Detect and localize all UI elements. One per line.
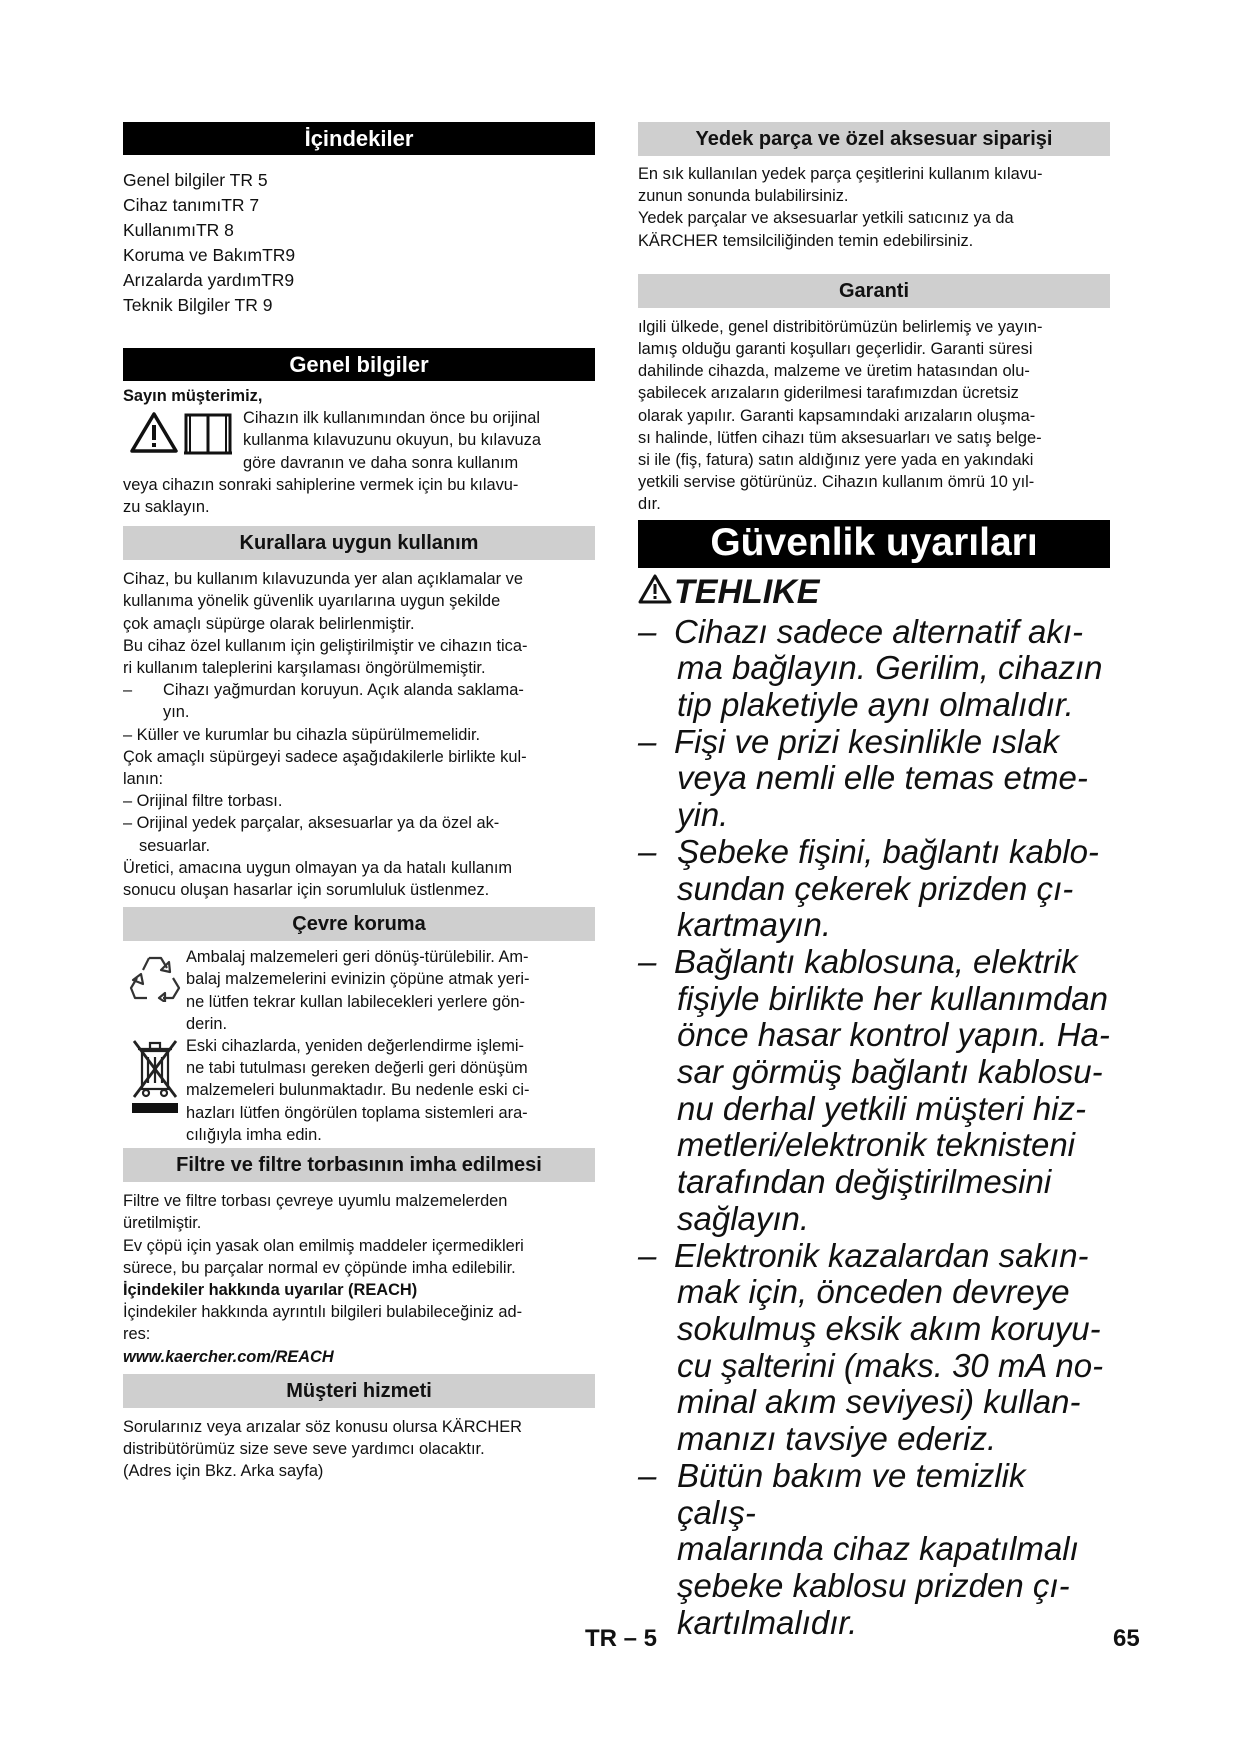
warranty-body (638, 316, 1110, 516)
page-number: 65 (1113, 1625, 1140, 1652)
body-line: KÄRCHER temsilciliğinden temin edebilirsiniz. (638, 231, 974, 250)
dash-mark: – (123, 681, 133, 700)
customer-heading: Müşteri hizmeti (123, 1374, 595, 1408)
proper-use-body (123, 568, 595, 901)
body-line: ne tabi tutulması gereken değerli geri dönüşüm (186, 1059, 528, 1078)
recycle-icon-box (123, 946, 186, 1007)
safety-line: Elektronik kazalardan sakın- (674, 1236, 1089, 1274)
danger-label (638, 570, 1110, 614)
body-line: – Küller ve kurumlar bu cihazla süpürülmemelidir. (123, 725, 481, 744)
environment-heading: Çevre koruma (123, 907, 595, 941)
intro-line: göre davranın ve daha sonra kullanım (243, 453, 519, 472)
body-line: lanın: (123, 770, 164, 789)
safety-line: önce hasar kontrol yapın. Ha- (677, 1016, 1110, 1054)
safety-line: kartmayın. (677, 906, 832, 944)
body-line: Yedek parçalar ve aksesuarlar yetkili satıcınız ya da (638, 209, 1014, 228)
body-line: distribütörümüz size seve seve yardımcı olacaktır. (123, 1439, 485, 1458)
safety-line: kartılmalıdır. (677, 1603, 858, 1641)
safety-line: sundan çekerek prizden çı- (677, 869, 1074, 907)
body-line: balaj malzemelerini evinizin çöpüne atmak yeri- (186, 970, 530, 989)
safety-line: sağlayın. (677, 1199, 810, 1237)
body-line: hazları lütfen öngörülen toplama sistemleri ara- (186, 1103, 528, 1122)
body-line: – Orijinal filtre torbası. (123, 792, 283, 811)
safety-line: yin. (677, 796, 729, 834)
safety-line: ma bağlayın. Gerilim, cihazın (677, 649, 1103, 687)
dash-mark: – (638, 942, 657, 980)
greeting: Sayın müşterimiz, (123, 387, 263, 405)
body-line: ılgili ülkede, genel distribitörümüzün belirlemiş ve yayın- (638, 317, 1043, 336)
body-line: Filtre ve filtre torbası çevreye uyumlu malzemelerden (123, 1192, 508, 1211)
body-line: lamış olduğu garanti koşulları geçerlidir. Garanti süresi (638, 340, 1033, 359)
body-line: Üretici, amacına uygun olmayan ya da hatalı kullanım (123, 858, 513, 877)
intro-line: veya cihazın sonraki sahiplerine vermek için bu kılavu- (123, 475, 519, 494)
body-line: zunun sonunda bulabilirsiniz. (638, 187, 849, 206)
general-heading: Genel bilgiler (123, 348, 595, 381)
weee-icon-box (123, 1035, 186, 1122)
body-line: üretilmiştir. (123, 1214, 202, 1233)
toc-item[interactable]: Cihaz tanımıTR 7 (123, 195, 260, 215)
dash-item (123, 679, 595, 723)
safety-line: malarında cihaz kapatılmalı (677, 1530, 1079, 1568)
reach-link[interactable]: www.kaercher.com/REACH (123, 1347, 334, 1366)
intro-line: Cihazın ilk kullanımından önce bu orijinal (243, 409, 541, 428)
danger-title: TEHLIKE (674, 572, 820, 611)
manual-book-icon (182, 411, 234, 462)
body-line: res: (123, 1325, 151, 1344)
toc-item[interactable]: Koruma ve BakımTR9 (123, 245, 296, 265)
body-line: dır. (638, 495, 661, 514)
customer-body (123, 1416, 595, 1483)
body-line: dahilinde cihazda, malzeme ve üretim hatasından olu- (638, 362, 1030, 381)
toc-item[interactable]: Genel bilgiler TR 5 (123, 170, 268, 190)
weee-text (186, 1035, 529, 1146)
warning-triangle-icon (130, 411, 178, 458)
safety-line: tip plaketiyle aynı olmalıdır. (677, 686, 1074, 724)
intro-line: zu saklayın. (123, 498, 210, 517)
body-line: En sık kullanılan yedek parça çeşitlerini kullanım kılavu- (638, 165, 1043, 183)
safety-line: Bütün bakım ve temizlik çalış- (677, 1456, 1026, 1531)
footer-section-label: TR – 5 (585, 1625, 658, 1652)
body-line: malzemeleri bulunmaktadır. Bu nedenle eski ci- (186, 1081, 530, 1100)
intro-icons (123, 407, 241, 462)
body-line: yın. (163, 703, 190, 722)
safety-item (638, 944, 1110, 1238)
intro-block (123, 407, 595, 474)
filter-body (123, 1190, 595, 1368)
safety-line: Bağlantı kablosuna, elektrik (674, 942, 1078, 980)
safety-line: sokulmuş eksik akım koruyu- (677, 1310, 1101, 1347)
safety-line: cu şalterini (maks. 30 mA no- (677, 1346, 1104, 1384)
dash-mark: – (638, 832, 657, 870)
body-line: kullanıma yönelik güvenlik uyarılarına uygun şekilde (123, 592, 501, 611)
danger-triangle-icon (638, 574, 674, 609)
intro-text (241, 407, 541, 474)
body-line: ri kullanım taleplerini karşılaması öngörülmemiştir. (123, 659, 486, 678)
safety-line: fişiyle birlikte her kullanımdan (677, 979, 1109, 1017)
toc-item[interactable]: KullanımıTR 8 (123, 220, 234, 240)
body-line: Çok amaçlı süpürgeyi sadece aşağıdakilerle birlikte kul- (123, 747, 527, 766)
body-line: Cihazı yağmurdan koruyun. Açık alanda saklama- (163, 681, 524, 700)
recycle-icon (129, 952, 181, 1007)
right-column (638, 122, 1110, 1641)
body-line: Cihaz, bu kullanım kılavuzunda yer alan açıklamalar ve (123, 570, 523, 589)
safety-line: tarafından değiştirilmesini (677, 1163, 1052, 1201)
body-line: cılığıyla imha edin. (186, 1125, 322, 1144)
proper-use-heading: Kurallara uygun kullanım (123, 526, 595, 560)
body-line: Ambalaj malzemeleri geri dönüş-türülebilir. Am- (186, 948, 529, 967)
safety-line: metleri/elektronik teknisteni (677, 1126, 1075, 1164)
dash-mark: – (638, 1236, 657, 1274)
safety-item (638, 614, 1110, 724)
safety-line: sar görmüş bağlantı kablosu- (677, 1053, 1103, 1091)
safety-item (638, 1238, 1110, 1458)
body-line: yetkili servise götürünüz. Cihazın kullanım ömrü 10 yıl- (638, 473, 1035, 492)
body-line: Ev çöpü için yasak olan emilmiş maddeler içermedikleri (123, 1236, 524, 1255)
body-line: (Adres için Bkz. Arka sayfa) (123, 1462, 324, 1481)
safety-line: Fişi ve prizi kesinlikle ıslak (674, 722, 1060, 760)
body-line: İçindekiler hakkında ayrıntılı bilgileri bulabileceğiniz ad- (123, 1303, 523, 1322)
dash-mark: – (638, 1456, 657, 1494)
safety-line: manızı tavsiye ederiz. (677, 1420, 997, 1458)
body-line: ne lütfen tekrar kullan labilecekleri yerlere gön- (186, 992, 525, 1011)
body-line: sesuarlar. (139, 836, 211, 855)
body-line: Sorularınız veya arızalar söz konusu olursa KÄRCHER (123, 1417, 523, 1436)
safety-item (638, 834, 1110, 944)
safety-item (638, 1458, 1110, 1642)
safety-line: minal akım seviyesi) kullan- (677, 1383, 1081, 1421)
body-line: si ile (fiş, fatura) satın aldığınız yere yada en yakındaki (638, 451, 1034, 470)
safety-heading: Güvenlik uyarıları (638, 520, 1110, 568)
safety-line: mak için, önceden devreye (677, 1273, 1070, 1311)
dash-mark: – (638, 612, 657, 650)
reach-title: İçindekiler hakkında uyarılar (REACH) (123, 1280, 418, 1299)
body-line: olarak yapılır. Garanti kapsamındaki arızaların oluşma- (638, 406, 1036, 425)
toc-list (123, 168, 595, 318)
crossed-bin-icon (130, 1037, 180, 1122)
safety-list (638, 614, 1110, 1642)
warranty-heading: Garanti (638, 274, 1110, 308)
toc-heading: İçindekiler (123, 122, 595, 155)
filter-heading: Filtre ve filtre torbasının imha edilmesi (123, 1148, 595, 1182)
weee-block (123, 1035, 595, 1146)
body-line: sonucu oluşan hasarlar için sorumluluk üstlenmez. (123, 881, 490, 900)
safety-line: nu derhal yetkili müşteri hiz- (677, 1089, 1086, 1127)
spare-parts-heading: Yedek parça ve özel aksesuar siparişi (638, 122, 1110, 156)
body-line: derin. (186, 1014, 228, 1033)
body-line: sı halinde, lütfen cihazı tüm aksesuarları ve satış belge- (638, 428, 1042, 447)
body-line: çok amaçlı süpürge olarak belirlenmiştir. (123, 614, 415, 633)
body-line: Eski cihazlarda, yeniden değerlendirme işlemi- (186, 1037, 524, 1056)
body-line: şabilecek arızaların giderilmesi tarafımızdan ücretsiz (638, 384, 1019, 403)
safety-item (638, 724, 1110, 834)
toc-item[interactable]: Arızalarda yardımTR9 (123, 270, 295, 290)
body-line: sürece, bu parçalar normal ev çöpünde imha edilebilir. (123, 1258, 516, 1277)
safety-line: Cihazı sadece alternatif akı- (674, 612, 1084, 650)
recycle-block (123, 946, 595, 1035)
safety-line: veya nemli elle temas etme- (677, 759, 1088, 797)
safety-line: şebeke kablosu prizden çı- (677, 1566, 1070, 1604)
left-column (123, 122, 595, 1482)
intro-line: kullanma kılavuzunu okuyun, bu kılavuza (243, 431, 541, 450)
recycle-text (186, 946, 529, 1035)
safety-line: Şebeke fişini, bağlantı kablo- (677, 832, 1099, 870)
body-line: Bu cihaz özel kullanım için geliştirilmiştir ve cihazın tica- (123, 636, 528, 655)
dash-mark: – (638, 722, 657, 760)
spare-parts-body (638, 163, 1110, 252)
toc-item[interactable]: Teknik Bilgiler TR 9 (123, 295, 273, 315)
body-line: – Orijinal yedek parçalar, aksesuarlar ya da özel ak- (123, 814, 500, 833)
